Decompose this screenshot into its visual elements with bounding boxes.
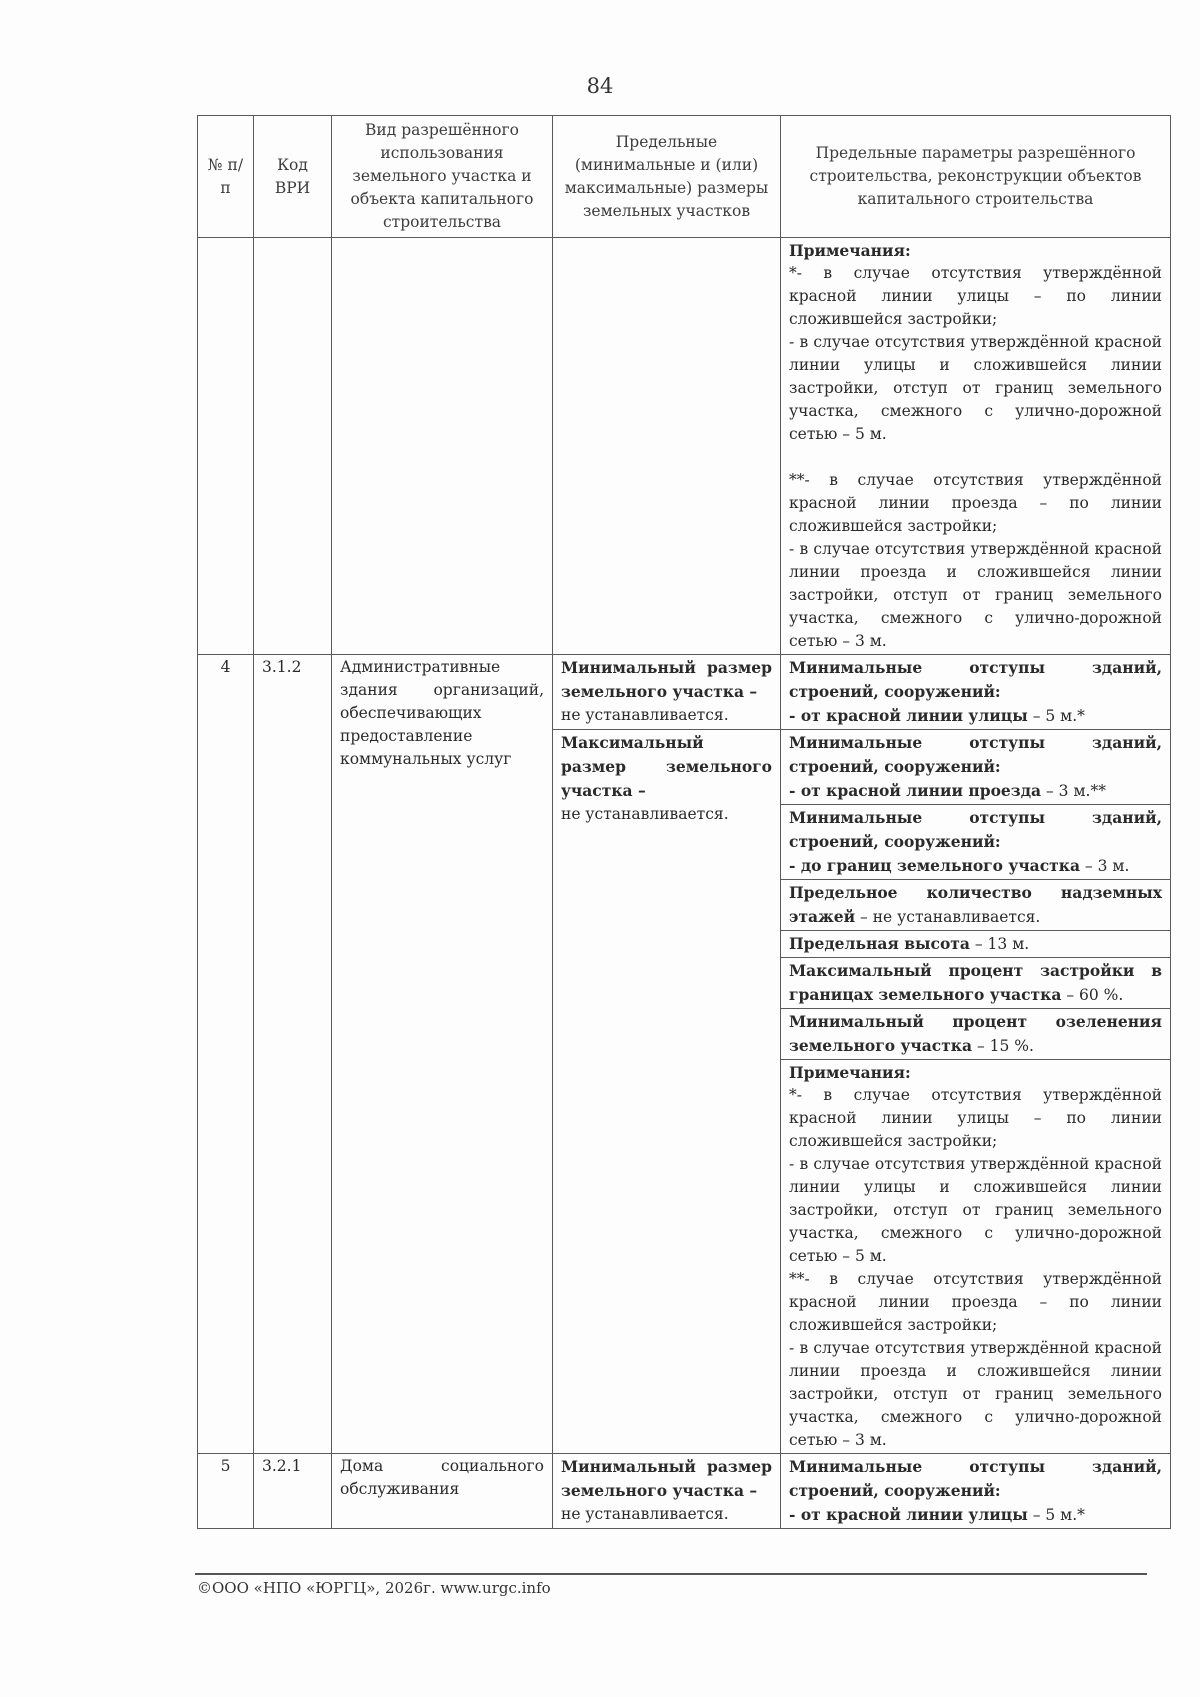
param-greenery <box>781 1009 1171 1060</box>
param-value: – 5 м.* <box>1027 1506 1085 1524</box>
footer-copyright: ©ООО «НПО «ЮРГЦ», 2026г. www.urgc.info <box>197 1579 551 1597</box>
param-setback-street <box>781 1454 1171 1529</box>
header-plot-size: Предельные (минимальные и (или) максимальные) размеры земельных участков <box>553 116 781 238</box>
param-label: - от красной линии проезда <box>789 781 1042 800</box>
table-header-row <box>198 116 1171 238</box>
row-code: 3.2.1 <box>254 1454 332 1529</box>
note-text: **- в случае отсутствия утверждённой красной линии проезда – по линии сложившейся застройки; <box>789 471 1162 535</box>
min-plot-size <box>553 1454 781 1529</box>
param-label: Предельное количество надземных этажей <box>789 883 1162 926</box>
table-row <box>198 655 1171 730</box>
min-plot-size-value: не устанавливается. <box>561 1505 729 1523</box>
note-text: - в случае отсутствия утверждённой красной линии проезда и сложившейся линии застройки, отступ от границ земельного участка, смежного с улично-дорожной сетью – 3 м. <box>789 1339 1162 1449</box>
notes-title: Примечания: <box>789 241 911 260</box>
max-plot-size <box>553 730 781 1454</box>
param-setback-boundary <box>781 805 1171 880</box>
note-text: - в случае отсутствия утверждённой красной линии проезда и сложившейся линии застройки, отступ от границ земельного участка, смежного с улично-дорожной сетью – 3 м. <box>789 540 1162 650</box>
param-value: – 3 м. <box>1080 857 1130 875</box>
row-code: 3.1.2 <box>254 655 332 1454</box>
notes-cell <box>781 1060 1171 1454</box>
cell-empty <box>332 238 553 655</box>
note-text: **- в случае отсутствия утверждённой красной линии проезда – по линии сложившейся застройки; <box>789 1270 1162 1334</box>
param-label: Минимальный процент озеленения земельного участка <box>789 1012 1162 1055</box>
max-plot-size-value: не устанавливается. <box>561 805 729 823</box>
cell-empty <box>553 238 781 655</box>
param-label: Минимальные отступы зданий, строений, сооружений: <box>789 1457 1162 1500</box>
min-plot-size <box>553 655 781 730</box>
footer-rule <box>195 1573 1147 1575</box>
cell-empty <box>198 238 254 655</box>
header-code: Код ВРИ <box>254 116 332 238</box>
notes-title: Примечания: <box>789 1063 911 1082</box>
header-parameters: Предельные параметры разрешённого строительства, реконструкции объектов капитального строительства <box>781 116 1171 238</box>
row-use-type: Административные здания организаций, обеспечивающих предоставление коммунальных услуг <box>332 655 553 1454</box>
param-value: – не устанавливается. <box>855 908 1041 926</box>
notes-cell <box>781 238 1171 655</box>
param-value: – 60 %. <box>1061 986 1124 1004</box>
row-number: 4 <box>198 655 254 1454</box>
row-use-type: Дома социального обслуживания <box>332 1454 553 1529</box>
param-label: - до границ земельного участка <box>789 856 1080 875</box>
note-text: - в случае отсутствия утверждённой красной линии улицы и сложившейся линии застройки, отступ от границ земельного участка, смежного с улично-дорожной сетью – 5 м. <box>789 333 1162 443</box>
header-number: № п/п <box>198 116 254 238</box>
table-row <box>198 1454 1171 1529</box>
param-value: – 15 %. <box>972 1037 1034 1055</box>
param-value: – 5 м.* <box>1027 707 1085 725</box>
param-height <box>781 931 1171 958</box>
note-text: - в случае отсутствия утверждённой красной линии улицы и сложившейся линии застройки, отступ от границ земельного участка, смежного с улично-дорожной сетью – 5 м. <box>789 1155 1162 1265</box>
max-plot-size-label: Максимальный размер земельного участка – <box>561 733 772 800</box>
param-setback-street <box>781 655 1171 730</box>
param-label: Минимальные отступы зданий, строений, сооружений: <box>789 808 1162 851</box>
param-setback-driveway <box>781 730 1171 805</box>
param-value: – 3 м.** <box>1041 782 1106 800</box>
page-number: 84 <box>586 74 614 98</box>
param-label: - от красной линии улицы <box>789 1505 1028 1524</box>
note-text: *- в случае отсутствия утверждённой красной линии улицы – по линии сложившейся застройки; <box>789 264 1162 328</box>
note-text: *- в случае отсутствия утверждённой красной линии улицы – по линии сложившейся застройки; <box>789 1086 1162 1150</box>
param-floors <box>781 880 1171 931</box>
cell-empty <box>254 238 332 655</box>
param-value: – 13 м. <box>969 935 1030 953</box>
min-plot-size-label: Минимальный размер земельного участка – <box>561 1457 772 1500</box>
param-label: Предельная высота <box>789 934 970 953</box>
header-use-type: Вид разрешённого использования земельного участка и объекта капитального строительства <box>332 116 553 238</box>
table-row-continuation <box>198 238 1171 655</box>
min-plot-size-label: Минимальный размер земельного участка – <box>561 658 772 701</box>
min-plot-size-value: не устанавливается. <box>561 706 729 724</box>
regulations-table <box>197 115 1171 1529</box>
param-label: Минимальные отступы зданий, строений, сооружений: <box>789 658 1162 701</box>
param-coverage <box>781 958 1171 1009</box>
param-label: - от красной линии улицы <box>789 706 1028 725</box>
row-number: 5 <box>198 1454 254 1529</box>
param-label: Минимальные отступы зданий, строений, сооружений: <box>789 733 1162 776</box>
param-label: Максимальный процент застройки в границах земельного участка <box>789 961 1162 1004</box>
